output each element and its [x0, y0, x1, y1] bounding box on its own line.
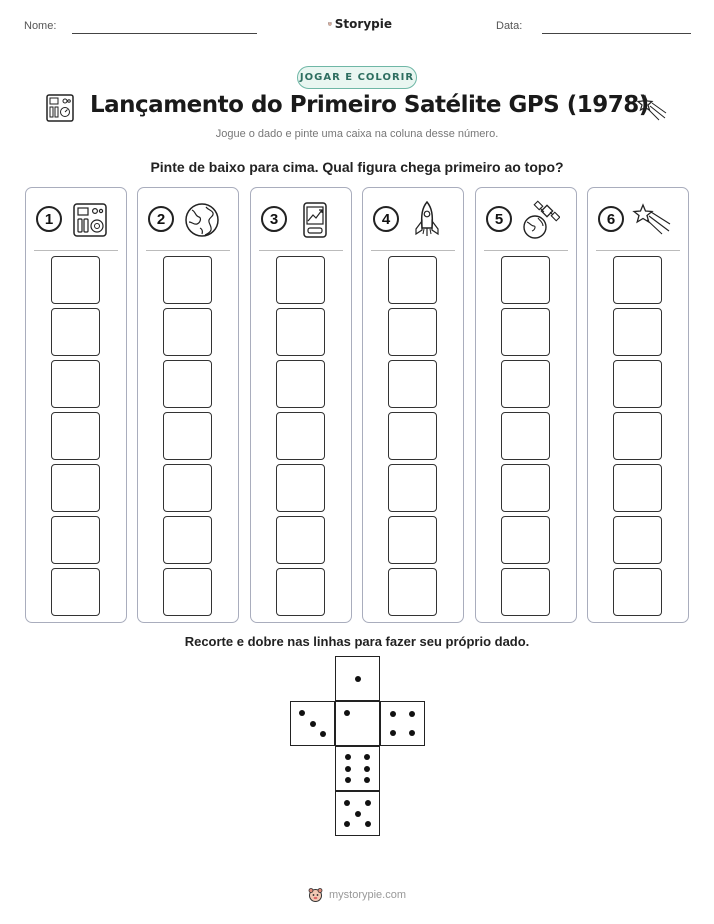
die-pip [310, 721, 316, 727]
column-divider [484, 250, 568, 251]
die-pip [409, 730, 415, 736]
color-box[interactable] [388, 256, 437, 304]
control-panel-icon [70, 200, 110, 240]
color-box[interactable] [276, 256, 325, 304]
die-pip [355, 811, 361, 817]
color-box[interactable] [613, 360, 662, 408]
column-divider [34, 250, 118, 251]
column-number: 2 [148, 206, 174, 232]
die-pip [390, 711, 396, 717]
column-divider [146, 250, 230, 251]
subtitle: Jogue o dado e pinte uma caixa na coluna desse número. [215, 128, 499, 140]
title-row [0, 92, 714, 126]
die-pip [320, 731, 326, 737]
color-box[interactable] [613, 308, 662, 356]
control-panel-icon [46, 94, 74, 122]
rocket-icon [407, 200, 447, 240]
die-pip [365, 821, 371, 827]
column-divider [371, 250, 455, 251]
color-box[interactable] [613, 412, 662, 460]
die-pip [365, 800, 371, 806]
die-face-3 [290, 701, 335, 746]
die-pip [345, 777, 351, 783]
column-2 [137, 187, 239, 623]
storypie-mascot-icon [328, 16, 332, 32]
color-box[interactable] [613, 568, 662, 616]
die-face-5 [335, 791, 380, 836]
name-line[interactable] [72, 33, 257, 34]
column-divider [259, 250, 343, 251]
color-box[interactable] [388, 568, 437, 616]
date-label: Data: [496, 20, 523, 32]
gps-device-icon [295, 200, 335, 240]
name-label: Nome: [24, 20, 57, 32]
color-box[interactable] [501, 256, 550, 304]
earth-globe-icon [182, 200, 222, 240]
color-box[interactable] [501, 516, 550, 564]
storypie-mascot-icon [308, 887, 323, 903]
die-pip [355, 676, 361, 682]
column-header [251, 200, 351, 240]
color-box[interactable] [501, 464, 550, 512]
color-box[interactable] [163, 360, 212, 408]
column-header [363, 200, 463, 240]
header-row [24, 14, 692, 42]
color-box[interactable] [388, 308, 437, 356]
column-number: 1 [36, 206, 62, 232]
column-5 [475, 187, 577, 623]
color-box[interactable] [51, 412, 100, 460]
cut-instruction: Recorte e dobre nas linhas para fazer seu próprio dado. [184, 634, 530, 649]
color-box[interactable] [276, 516, 325, 564]
color-box[interactable] [163, 516, 212, 564]
color-box[interactable] [613, 516, 662, 564]
column-number: 6 [598, 206, 624, 232]
color-box[interactable] [276, 568, 325, 616]
die-pip [364, 766, 370, 772]
date-line[interactable] [542, 33, 691, 34]
column-number: 3 [261, 206, 287, 232]
color-box[interactable] [51, 464, 100, 512]
column-divider [596, 250, 680, 251]
column-1 [25, 187, 127, 623]
die-pip [344, 710, 350, 716]
shooting-star-icon [632, 200, 672, 240]
color-box[interactable] [388, 464, 437, 512]
die-pip [364, 754, 370, 760]
column-number: 4 [373, 206, 399, 232]
column-header [138, 200, 238, 240]
footer [0, 884, 714, 906]
die-pip [344, 800, 350, 806]
color-box[interactable] [51, 568, 100, 616]
color-box[interactable] [276, 412, 325, 460]
shooting-star-icon [637, 94, 667, 122]
activity-badge: JOGAR E COLORIR [297, 66, 417, 89]
column-number: 5 [486, 206, 512, 232]
color-box[interactable] [51, 308, 100, 356]
color-box[interactable] [163, 568, 212, 616]
column-3 [250, 187, 352, 623]
color-box[interactable] [276, 360, 325, 408]
column-4 [362, 187, 464, 623]
color-box[interactable] [388, 412, 437, 460]
color-box[interactable] [276, 464, 325, 512]
color-box[interactable] [613, 256, 662, 304]
color-box[interactable] [276, 308, 325, 356]
color-box[interactable] [388, 360, 437, 408]
column-6 [587, 187, 689, 623]
brand-logo [328, 14, 392, 34]
die-face-4 [380, 701, 425, 746]
color-box[interactable] [51, 516, 100, 564]
color-box[interactable] [501, 360, 550, 408]
die-pip [409, 711, 415, 717]
die-pip [299, 710, 305, 716]
satellite-earth-icon [520, 200, 560, 240]
color-box[interactable] [163, 256, 212, 304]
die-pip [345, 766, 351, 772]
column-header [476, 200, 576, 240]
color-box[interactable] [163, 464, 212, 512]
color-box[interactable] [501, 568, 550, 616]
color-box[interactable] [51, 256, 100, 304]
column-header [588, 200, 688, 240]
brand-name: Storypie [334, 17, 392, 31]
page-title: Lançamento do Primeiro Satélite GPS (1978) [90, 92, 649, 118]
color-box[interactable] [501, 308, 550, 356]
instruction: Pinte de baixo para cima. Qual figura chega primeiro ao topo? [150, 159, 564, 175]
die-pip [390, 730, 396, 736]
die-face-6 [335, 746, 380, 791]
die-face-1 [335, 701, 380, 746]
column-header [26, 200, 126, 240]
color-box[interactable] [163, 412, 212, 460]
color-box[interactable] [163, 308, 212, 356]
die-face-1 [335, 656, 380, 701]
color-box[interactable] [501, 412, 550, 460]
color-box[interactable] [51, 360, 100, 408]
die-pip [344, 821, 350, 827]
die-pip [345, 754, 351, 760]
footer-url[interactable]: mystorypie.com [328, 889, 407, 901]
die-pip [364, 777, 370, 783]
color-box[interactable] [388, 516, 437, 564]
color-box[interactable] [613, 464, 662, 512]
